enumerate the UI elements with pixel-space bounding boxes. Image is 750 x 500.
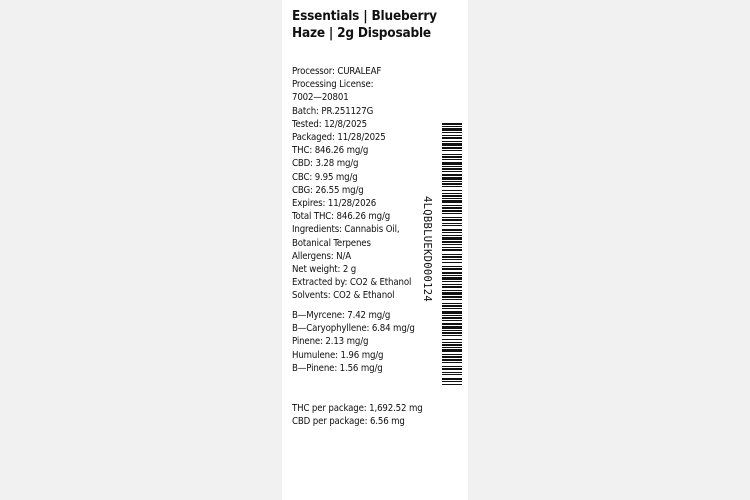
barcode-bar xyxy=(442,150,462,151)
barcode-bar xyxy=(442,210,462,212)
barcode-bar xyxy=(442,323,462,325)
packaged-date-line: Packaged: 11/28/2025 xyxy=(292,132,386,144)
processing-license-label: Processing License: xyxy=(292,79,374,91)
barcode-bar xyxy=(442,299,462,300)
barcode-bar xyxy=(442,342,462,343)
barcode-bar xyxy=(442,162,462,165)
barcode-bar xyxy=(442,229,462,231)
barcode-bar xyxy=(442,326,462,329)
processor-line: Processor: CURALEAF xyxy=(292,66,382,77)
barcode-bar xyxy=(442,272,462,274)
thc-line: THC: 846.26 mg/g xyxy=(292,145,369,157)
cbc-line: CBC: 9.95 mg/g xyxy=(292,171,358,183)
barcode-text: 4LQBBLUEKD000124 xyxy=(421,196,433,302)
thc-per-package-line: THC per package: 1,692.52 mg xyxy=(292,403,423,414)
barcode-bar xyxy=(442,249,462,251)
barcode-bar xyxy=(442,335,462,336)
barcode-bar xyxy=(442,193,462,194)
solvents-line: Solvents: CO2 & Ethanol xyxy=(292,290,395,302)
ingredients-continued-line: Botanical Terpenes xyxy=(292,237,371,249)
barcode-bar xyxy=(442,235,462,236)
barcode-bar xyxy=(442,284,462,285)
barcode-bar xyxy=(442,292,462,295)
barcode-bar xyxy=(442,198,462,199)
barcode-bar xyxy=(442,308,462,309)
barcode-bar xyxy=(442,123,462,125)
barcode-bar xyxy=(442,143,462,146)
barcode-bar xyxy=(442,156,462,158)
barcode-bar xyxy=(442,256,462,258)
barcode-bar xyxy=(442,286,462,288)
product-info-block xyxy=(292,65,442,303)
barcode-bar xyxy=(442,330,462,331)
package-totals-block xyxy=(292,402,442,428)
barcode-bar xyxy=(442,137,462,139)
barcode-bar xyxy=(442,332,462,334)
terpene-line: Humulene: 1.96 mg/g xyxy=(292,349,384,361)
terpene-line: Pinene: 2.13 mg/g xyxy=(292,336,369,348)
barcode-bar xyxy=(442,344,462,346)
barcode-bar xyxy=(442,247,462,248)
barcode-bar xyxy=(442,366,462,367)
barcode-bar xyxy=(442,259,462,260)
barcode-bar xyxy=(442,174,462,176)
barcode-bar xyxy=(442,359,462,361)
barcode-bar xyxy=(442,277,462,280)
barcode-graphic xyxy=(442,123,462,385)
barcode-bar xyxy=(442,241,462,243)
barcode-bar xyxy=(442,290,462,291)
total-thc-line: Total THC: 846.26 mg/g xyxy=(292,211,391,223)
barcode-bar xyxy=(442,356,462,358)
cbd-per-package-line: CBD per package: 6.56 mg xyxy=(292,416,405,428)
barcode-bar xyxy=(442,311,462,314)
barcode-bar xyxy=(442,168,462,170)
barcode-bar xyxy=(442,225,462,226)
barcode-bar xyxy=(442,190,462,191)
barcode-bar xyxy=(442,166,462,167)
expires-line: Expires: 11/28/2026 xyxy=(292,198,377,210)
cbg-line: CBG: 26.55 mg/g xyxy=(292,184,364,196)
terpene-block xyxy=(292,309,442,375)
barcode-bar xyxy=(442,384,462,385)
tested-date-line: Tested: 12/8/2025 xyxy=(292,118,367,130)
barcode-bar xyxy=(442,368,462,370)
barcode-bar xyxy=(442,126,462,127)
barcode-bar xyxy=(442,207,462,209)
barcode-bar xyxy=(442,339,462,340)
terpene-line: B—Pinene: 1.56 mg/g xyxy=(292,362,383,374)
barcode-bar xyxy=(442,315,462,316)
barcode-bar xyxy=(442,381,462,382)
barcode-bar xyxy=(442,347,462,348)
product-label xyxy=(282,0,468,500)
net-weight-line: Net weight: 2 g xyxy=(292,264,357,276)
barcode-bar xyxy=(442,219,462,221)
barcode-bar xyxy=(442,147,462,149)
barcode-bar xyxy=(442,349,462,352)
barcode xyxy=(442,123,462,385)
extracted-by-line: Extracted by: CO2 & Ethanol xyxy=(292,277,412,289)
barcode-bar xyxy=(442,354,462,355)
barcode-bar xyxy=(442,262,462,263)
barcode-bar xyxy=(442,141,462,142)
barcode-bar xyxy=(442,223,462,224)
barcode-bar xyxy=(442,254,462,255)
product-title-line-1: Essentials | Blueberry xyxy=(292,8,437,24)
barcode-bar xyxy=(442,200,462,203)
barcode-bar xyxy=(442,244,462,245)
barcode-bar xyxy=(442,281,462,282)
barcode-bar xyxy=(442,374,462,375)
barcode-bar xyxy=(442,378,462,380)
barcode-bar xyxy=(442,237,462,240)
barcode-bar xyxy=(442,135,462,136)
barcode-bar xyxy=(442,362,462,363)
processing-license-number: 7002—20801 xyxy=(292,92,349,104)
terpene-line: B—Caryophyllene: 6.84 mg/g xyxy=(292,323,415,335)
batch-line: Batch: PR.251127G xyxy=(292,105,374,117)
barcode-bar xyxy=(442,171,462,172)
allergens-line: Allergens: N/A xyxy=(292,250,351,262)
barcode-bar xyxy=(442,213,462,214)
barcode-bar xyxy=(442,305,462,307)
barcode-bar xyxy=(442,128,462,131)
barcode-bar xyxy=(442,320,462,321)
ingredients-line: Ingredients: Cannabis Oil, xyxy=(292,224,400,236)
barcode-bar xyxy=(442,296,462,298)
product-title xyxy=(292,8,462,42)
barcode-bar xyxy=(442,195,462,197)
barcode-bar xyxy=(442,372,462,373)
terpene-line: B—Myrcene: 7.42 mg/g xyxy=(292,310,391,321)
barcode-bar xyxy=(442,186,462,187)
barcode-bar xyxy=(442,217,462,218)
barcode-bar xyxy=(442,159,462,160)
barcode-bar xyxy=(442,303,462,304)
barcode-bar xyxy=(442,317,462,319)
barcode-bar xyxy=(442,181,462,182)
barcode-bar xyxy=(442,268,462,270)
cbd-line: CBD: 3.28 mg/g xyxy=(292,158,359,170)
barcode-bar xyxy=(442,275,462,276)
barcode-bar xyxy=(442,154,462,155)
barcode-bar xyxy=(442,205,462,206)
barcode-bar xyxy=(442,266,462,267)
barcode-bar xyxy=(442,232,462,233)
product-title-line-2: Haze | 2g Disposable xyxy=(292,25,431,41)
barcode-bar xyxy=(442,183,462,185)
barcode-bar xyxy=(442,132,462,133)
barcode-bar xyxy=(442,177,462,180)
